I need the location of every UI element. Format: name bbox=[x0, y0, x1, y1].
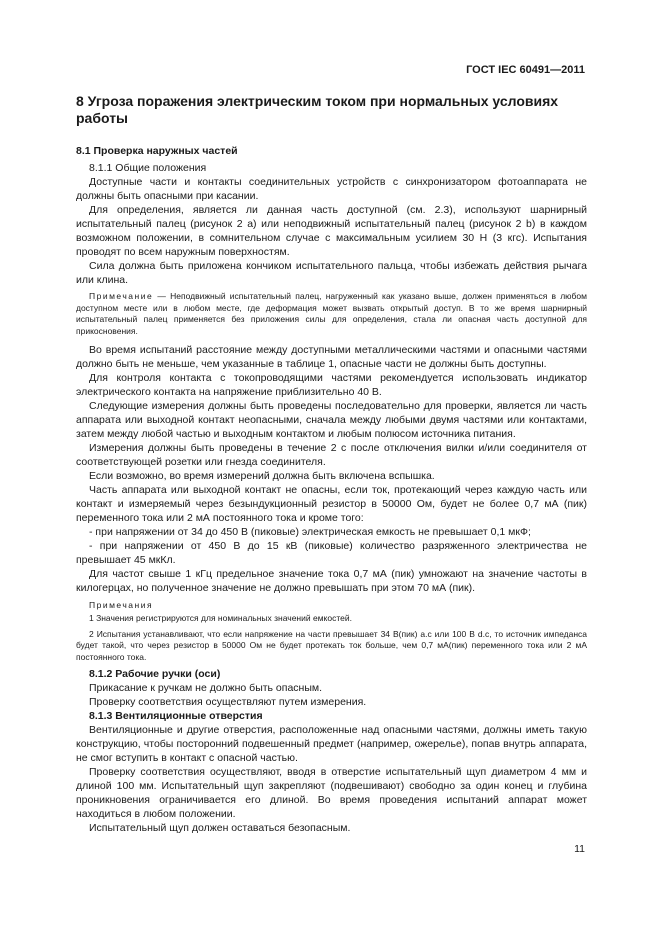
list-item: - при напряжении от 450 В до 15 кВ (пиковые) количество разряженного электричества не превышает 45 мкКл. bbox=[76, 540, 587, 566]
note-text: — Неподвижный испытательный палец, нагруженный как указано выше, должен применяться в любом доступном месте или в любом месте, где деформация может вызвать открытый доступ. В то же время шарнирный испытательный палец применяется без приложения силы для определения, стала ли опасная часть доступной для прикосновения. bbox=[76, 291, 587, 336]
notes-title: Примечания bbox=[89, 600, 154, 610]
subsection-title-8-1: 8.1 Проверка наружных частей bbox=[76, 145, 238, 157]
paragraph: Проверку соответствия осуществляют путем измерения. bbox=[89, 696, 367, 708]
note-label: Примечание bbox=[89, 291, 154, 301]
note-item: 1 Значения регистрируются для номинальных значений емкостей. bbox=[89, 613, 352, 623]
paragraph: Проверку соответствия осуществляют, вводя в отверстие испытательный щуп диаметром 4 мм и длиной 100 мм. Испытательный щуп закрепляют (подвешивают) свободно за один конец и глубина проникновения ограничивается его длиной. Во время проведения испытаний аппарат может находиться в любом положении. bbox=[76, 766, 587, 820]
paragraph: Испытательный щуп должен оставаться безопасным. bbox=[89, 822, 351, 834]
page-content bbox=[76, 93, 587, 835]
paragraph: Часть аппарата или выходной контакт не опасны, если ток, протекающий через каждую часть или контакт и измеряемый через безындукционный резистор в 50000 Ом, будет не более 0,7 мА (пик) переменного тока или 2 мА постоянного тока и кроме того: bbox=[76, 484, 587, 524]
paragraph: Прикасание к ручкам не должно быть опасным. bbox=[89, 682, 323, 694]
paragraph: Измерения должны быть проведены в течение 2 с после отключения вилки и/или соединителя от соответствующей розетки или гнезда соединителя. bbox=[76, 442, 587, 468]
paragraph: Вентиляционные и другие отверстия, расположенные над опасными частями, должны иметь такую конструкцию, чтобы посторонний подвешенный предмет (например, ожерелье), попав внутрь аппарата, не смог вступить в контакт с опасной частью. bbox=[76, 724, 587, 764]
section-title: 8 Угроза поражения электрическим током при нормальных условиях работы bbox=[76, 93, 559, 126]
paragraph: Сила должна быть приложена кончиком испытательного пальца, чтобы избежать действия рычага или клина. bbox=[76, 260, 587, 286]
note bbox=[76, 291, 587, 337]
paragraph: Для определения, является ли данная часть доступной (см. 2.3), используют шарнирный испытательный палец (рисунок 2 а) или неподвижный испытательный палец (рисунок 2 b) в каждом возможном положении, в сомнительном случае с максимальным усилием 30 Н (3 кгс). Испытания проводят по всем наружным поверхностям. bbox=[76, 204, 587, 258]
standard-designation: ГОСТ IEC 60491—2011 bbox=[466, 64, 585, 76]
note-item: 2 Испытания устанавливают, что если напряжение на части превышает 34 В(пик) а.с или 100 В d.c, то источник импеданса будет такой, что через резистор в 50000 Ом не будет протекать ток больше, чем 0,7 мА(пик) переменного тока или 2 мА постоянного тока. bbox=[76, 628, 587, 662]
page-number: 11 bbox=[574, 843, 585, 855]
paragraph: Для контроля контакта с токопроводящими частями рекомендуется использовать индикатор электрического контакта на напряжение приблизительно 40 В. bbox=[76, 372, 587, 398]
paragraph: Следующие измерения должны быть проведены последовательно для проверки, является ли часть аппарата или выходной контакт неопасными, сначала между любыми двумя частями или контактами, затем между любой частью и выходным контактом и любым полюсом источника питания. bbox=[76, 400, 587, 440]
paragraph: Для частот свыше 1 кГц предельное значение тока 0,7 мА (пик) умножают на значение частоты в килогерцах, но полученное значение не должно превышать при этом 70 мА (пик). bbox=[76, 568, 587, 594]
paragraph: Во время испытаний расстояние между доступными металлическими частями и опасными частями должно быть не меньше, чем указанные в таблице 1, опасные части не должны быть доступны. bbox=[76, 344, 587, 370]
paragraph: Доступные части и контакты соединительных устройств с синхронизатором фотоаппарата не должны быть опасными при касании. bbox=[76, 176, 587, 202]
subsection-title-8-1-2: 8.1.2 Рабочие ручки (оси) bbox=[89, 668, 221, 680]
subsection-title-8-1-3: 8.1.3 Вентиляционные отверстия bbox=[89, 710, 263, 722]
list-item: - при напряжении от 34 до 450 В (пиковые) электрическая емкость не превышает 0,1 мкФ; bbox=[89, 526, 531, 538]
paragraph: Если возможно, во время измерений должна быть включена вспышка. bbox=[89, 470, 435, 482]
paragraph-general: 8.1.1 Общие положения bbox=[89, 162, 207, 174]
